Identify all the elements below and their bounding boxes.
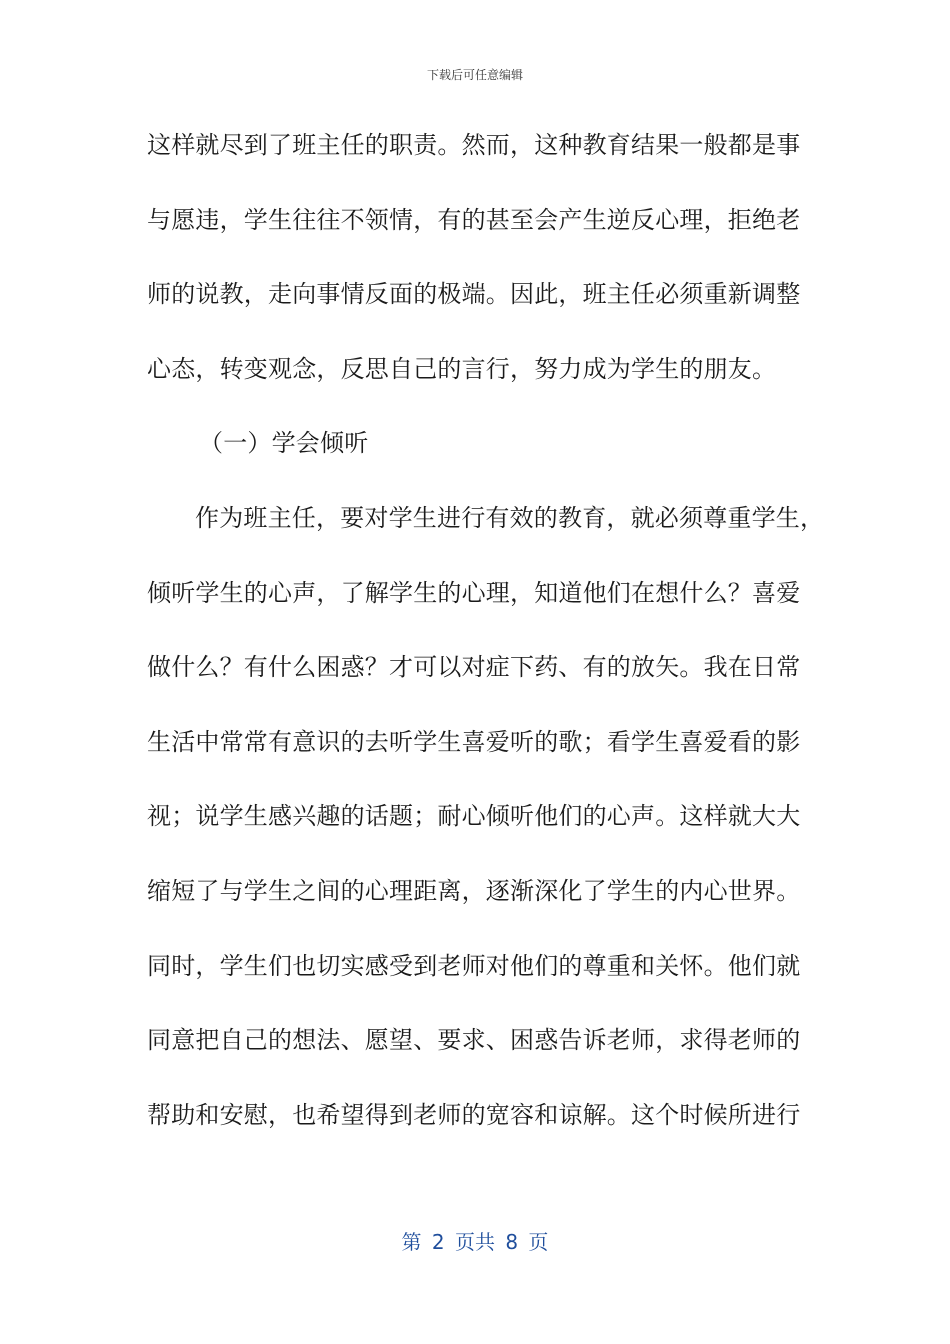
text-line: 心态，转变观念，反思自己的言行，努力成为学生的朋友。 [147,354,777,383]
text-line: 倾听学生的心声，了解学生的心理，知道他们在想什么？喜爱 [147,578,801,607]
text-line: 这样就尽到了班主任的职责。然而，这种教育结果一般都是事 [147,131,801,159]
text-line: 师的说教，走向事情反面的极端。因此，班主任必须重新调整 [147,280,801,309]
text-line: 缩短了与学生之间的心理距离，逐渐深化了学生的内心世界。 [147,876,801,905]
text-line: 同意把自己的想法、愿望、要求、困惑告诉老师，求得老师的 [147,1026,801,1055]
section-heading: （一）学会倾听 [199,429,369,458]
text-line: 帮助和安慰，也希望得到老师的宽容和谅解。这个时候所进行 [147,1100,801,1129]
text-line: 视；说学生感兴趣的话题；耐心倾听他们的心声。这样就大大 [147,802,801,831]
text-line: 与愿违，学生往往不领情，有的甚至会产生逆反心理，拒绝老 [147,205,801,234]
page-header: 下载后可任意编辑 [426,68,523,82]
text-line: 生活中常常有意识的去听学生喜爱听的歌；看学生喜爱看的影 [147,727,801,756]
text-line: 作为班主任，要对学生进行有效的教育，就必须尊重学生， [195,503,825,532]
text-line: 做什么？有什么困惑？才可以对症下药、有的放矢。我在日常 [147,653,801,682]
page-number: 第 2 页共 8 页 [401,1230,549,1254]
document-body [147,120,825,1164]
text-line: 同时，学生们也切实感受到老师对他们的尊重和关怀。他们就 [147,951,801,980]
